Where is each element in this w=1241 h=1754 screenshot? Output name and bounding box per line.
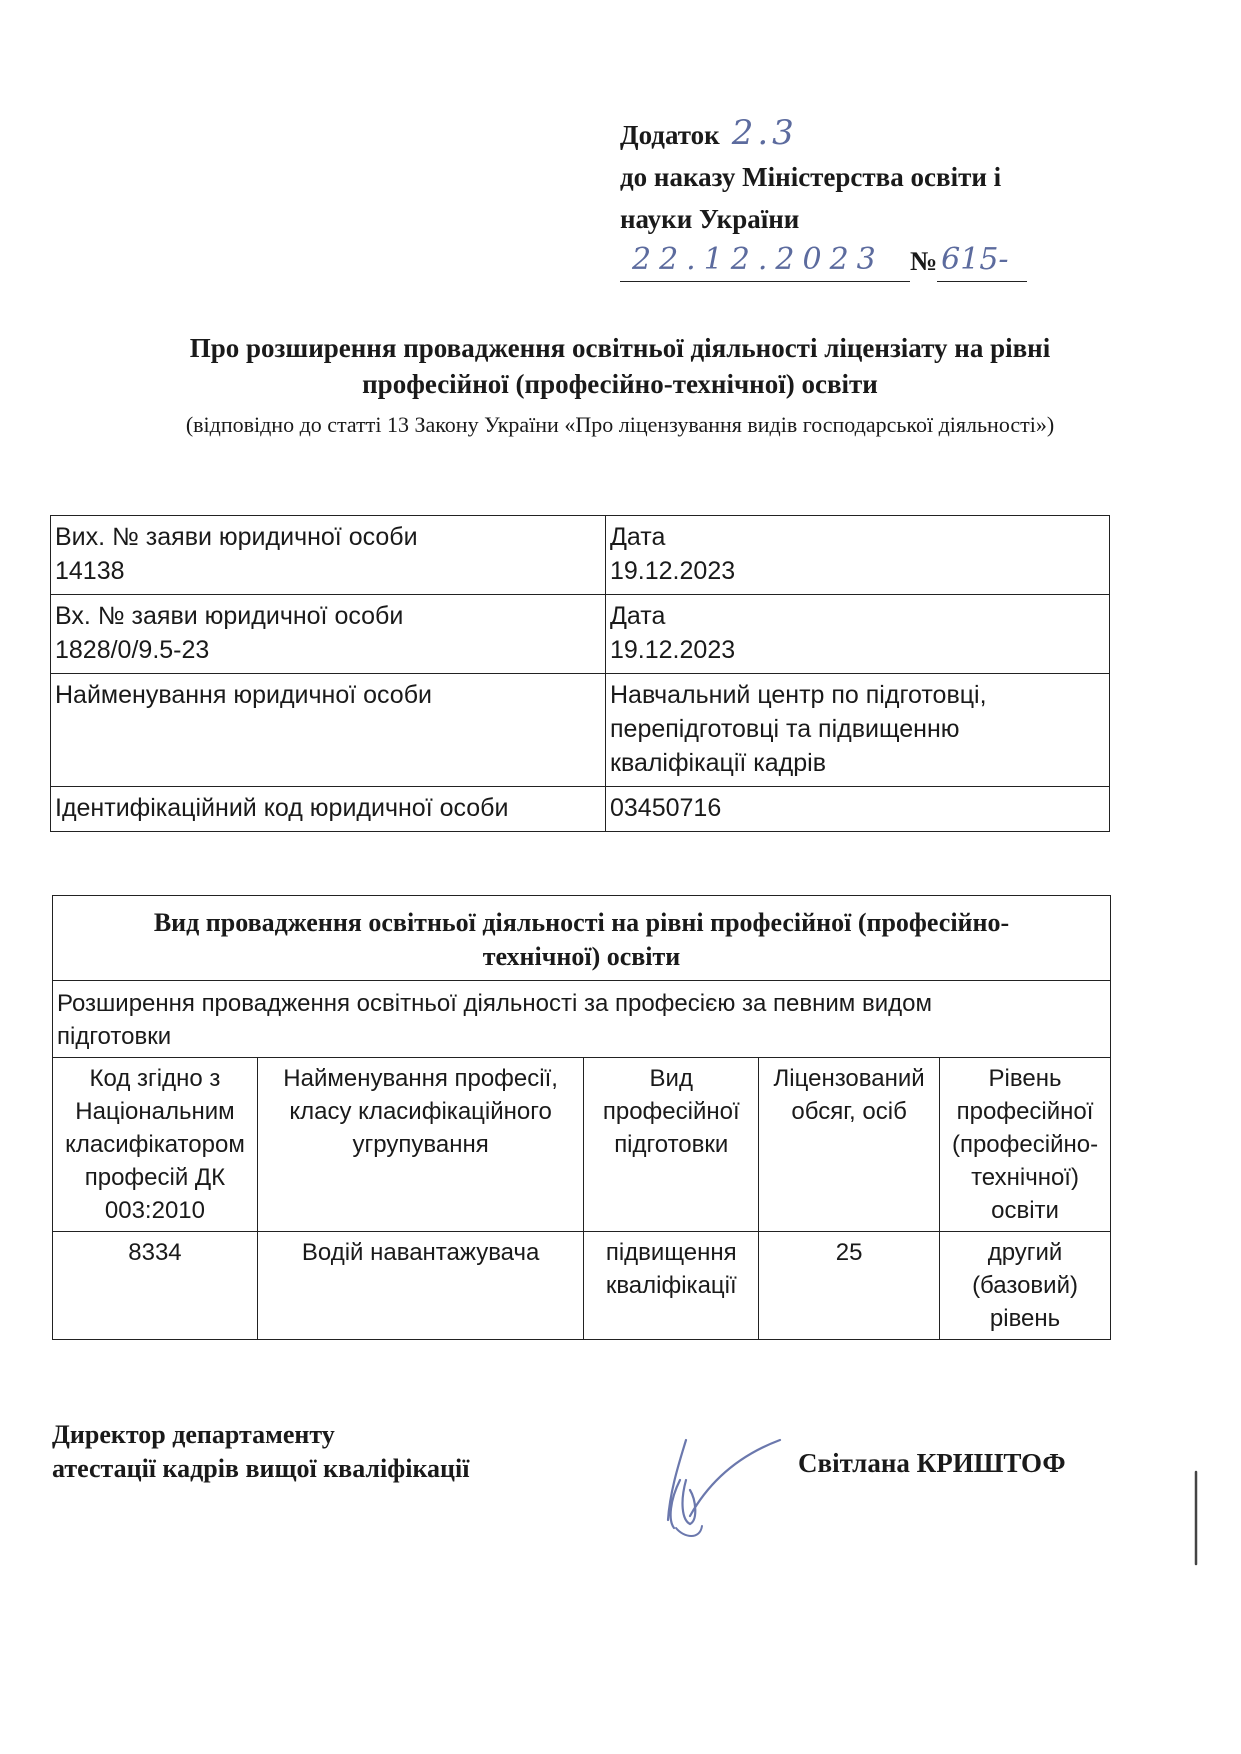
applicant-table [50, 515, 1110, 832]
col-header-volume [759, 1058, 940, 1232]
entity-name-line-1: Навчальний центр по підготовці, [610, 681, 987, 709]
col-header-training-line: підготовки [614, 1131, 729, 1158]
order-line-2: науки України [620, 204, 800, 234]
col-header-code-line: 003:2010 [104, 1197, 205, 1224]
out-number-value: 14138 [55, 557, 125, 585]
title-line-2: професійної (професійно-технічної) освіти [362, 369, 878, 399]
in-date-cell [606, 595, 1110, 674]
entity-code-value: 03450716 [606, 787, 1110, 832]
title-line-1: Про розширення провадження освітньої діяльності ліцензіату на рівні [189, 333, 1051, 363]
col-header-code-line: Код згідно з [89, 1065, 221, 1092]
appendix-title-line [620, 112, 1180, 156]
col-header-volume-line: обсяг, осіб [791, 1098, 907, 1125]
in-number-cell [51, 595, 606, 674]
in-number-label: Вх. № заяви юридичної особи [55, 602, 404, 630]
entity-code-label: Ідентифікаційний код юридичної особи [51, 787, 606, 832]
col-header-code-line: професій ДК [84, 1164, 226, 1191]
activity-header [53, 896, 1111, 981]
col-header-training [584, 1058, 759, 1232]
education-level [940, 1232, 1111, 1340]
activity-header-line-2: технічної) освіти [482, 942, 681, 971]
col-header-level-line: професійної [956, 1098, 1094, 1125]
margin-mark [1190, 1468, 1202, 1568]
col-header-code-line: Національним [75, 1098, 235, 1125]
col-header-code-line: класифікатором [65, 1131, 245, 1158]
signatory-name: Світлана КРИШТОФ [798, 1448, 1066, 1478]
activity-header-line-1: Вид провадження освітньої діяльності на рівні професійної (професійно- [153, 908, 1010, 937]
col-header-level-line: (професійно- [951, 1131, 1099, 1158]
out-number-cell [51, 516, 606, 595]
table-row [53, 1232, 1111, 1340]
entity-name-line-2: перепідготовці та підвищенню [610, 715, 960, 743]
profession-name: Водій навантажувача [257, 1232, 583, 1340]
education-level-line: (базовий) [972, 1272, 1078, 1299]
training-type-line: кваліфікації [605, 1272, 737, 1299]
entity-name-line-3: кваліфікації кадрів [610, 749, 826, 777]
training-type-line: підвищення [605, 1239, 737, 1266]
col-header-profession-line: класу класифікаційного [289, 1098, 552, 1125]
out-date-label: Дата [610, 523, 666, 551]
in-date-value: 19.12.2023 [610, 636, 736, 664]
col-header-training-line: професійної [602, 1098, 740, 1125]
training-type [584, 1232, 759, 1340]
order-number-field [937, 243, 1027, 282]
handwritten-signature [640, 1420, 790, 1540]
table-row [53, 981, 1111, 1058]
col-header-level-line: технічної) [971, 1164, 1079, 1191]
position-line-2: атестації кадрів вищої кваліфікації [52, 1454, 470, 1483]
col-header-profession-line: Найменування професії, [283, 1065, 558, 1092]
document-subtitle: (відповідно до статті 13 Закону України «Про ліцензування видів господарської діяльності») [185, 412, 1055, 437]
order-number-label: № [910, 246, 938, 276]
table-row [51, 674, 1110, 787]
table-row [51, 595, 1110, 674]
col-header-level [940, 1058, 1111, 1232]
col-header-level-line: Рівень [988, 1065, 1062, 1092]
education-level-line: рівень [989, 1305, 1061, 1332]
col-header-volume-line: Ліцензований [773, 1065, 925, 1092]
licensed-volume: 25 [759, 1232, 940, 1340]
order-date-line [620, 240, 1180, 282]
activity-table [52, 895, 1111, 1340]
entity-name-label: Найменування юридичної особи [51, 674, 606, 787]
table-row [53, 896, 1111, 981]
appendix-block [620, 112, 1180, 282]
in-number-value: 1828/0/9.5-23 [55, 636, 210, 664]
activity-type-line-2: підготовки [57, 1023, 172, 1050]
col-header-profession-line: угрупування [352, 1131, 489, 1158]
col-header-code [53, 1058, 258, 1232]
col-header-profession [257, 1058, 583, 1232]
out-date-value: 19.12.2023 [610, 557, 736, 585]
education-level-line: другий [987, 1239, 1063, 1266]
position-line-1: Директор департаменту [52, 1420, 335, 1449]
profession-code: 8334 [53, 1232, 258, 1340]
table-row [51, 516, 1110, 595]
col-header-level-line: освіти [991, 1197, 1059, 1224]
activity-type-line-1: Розширення провадження освітньої діяльності за професією за певним видом [57, 990, 932, 1017]
order-number: 615- [941, 242, 1009, 277]
document-title [60, 330, 1180, 402]
order-line-1: до наказу Міністерства освіти і [620, 162, 1002, 192]
activity-type [53, 981, 1111, 1058]
col-header-training-line: Вид [649, 1065, 693, 1092]
out-date-cell [606, 516, 1110, 595]
appendix-number: 2.3 [731, 113, 798, 153]
column-header-row [53, 1058, 1111, 1232]
appendix-label: Додаток [620, 120, 720, 150]
in-date-label: Дата [610, 602, 666, 630]
order-date-field [620, 243, 910, 282]
order-date: 22.12.2023 [632, 242, 884, 277]
entity-name-cell [606, 674, 1110, 787]
signatory-position [52, 1418, 469, 1486]
out-number-label: Вих. № заяви юридичної особи [55, 523, 418, 551]
table-row [51, 787, 1110, 832]
